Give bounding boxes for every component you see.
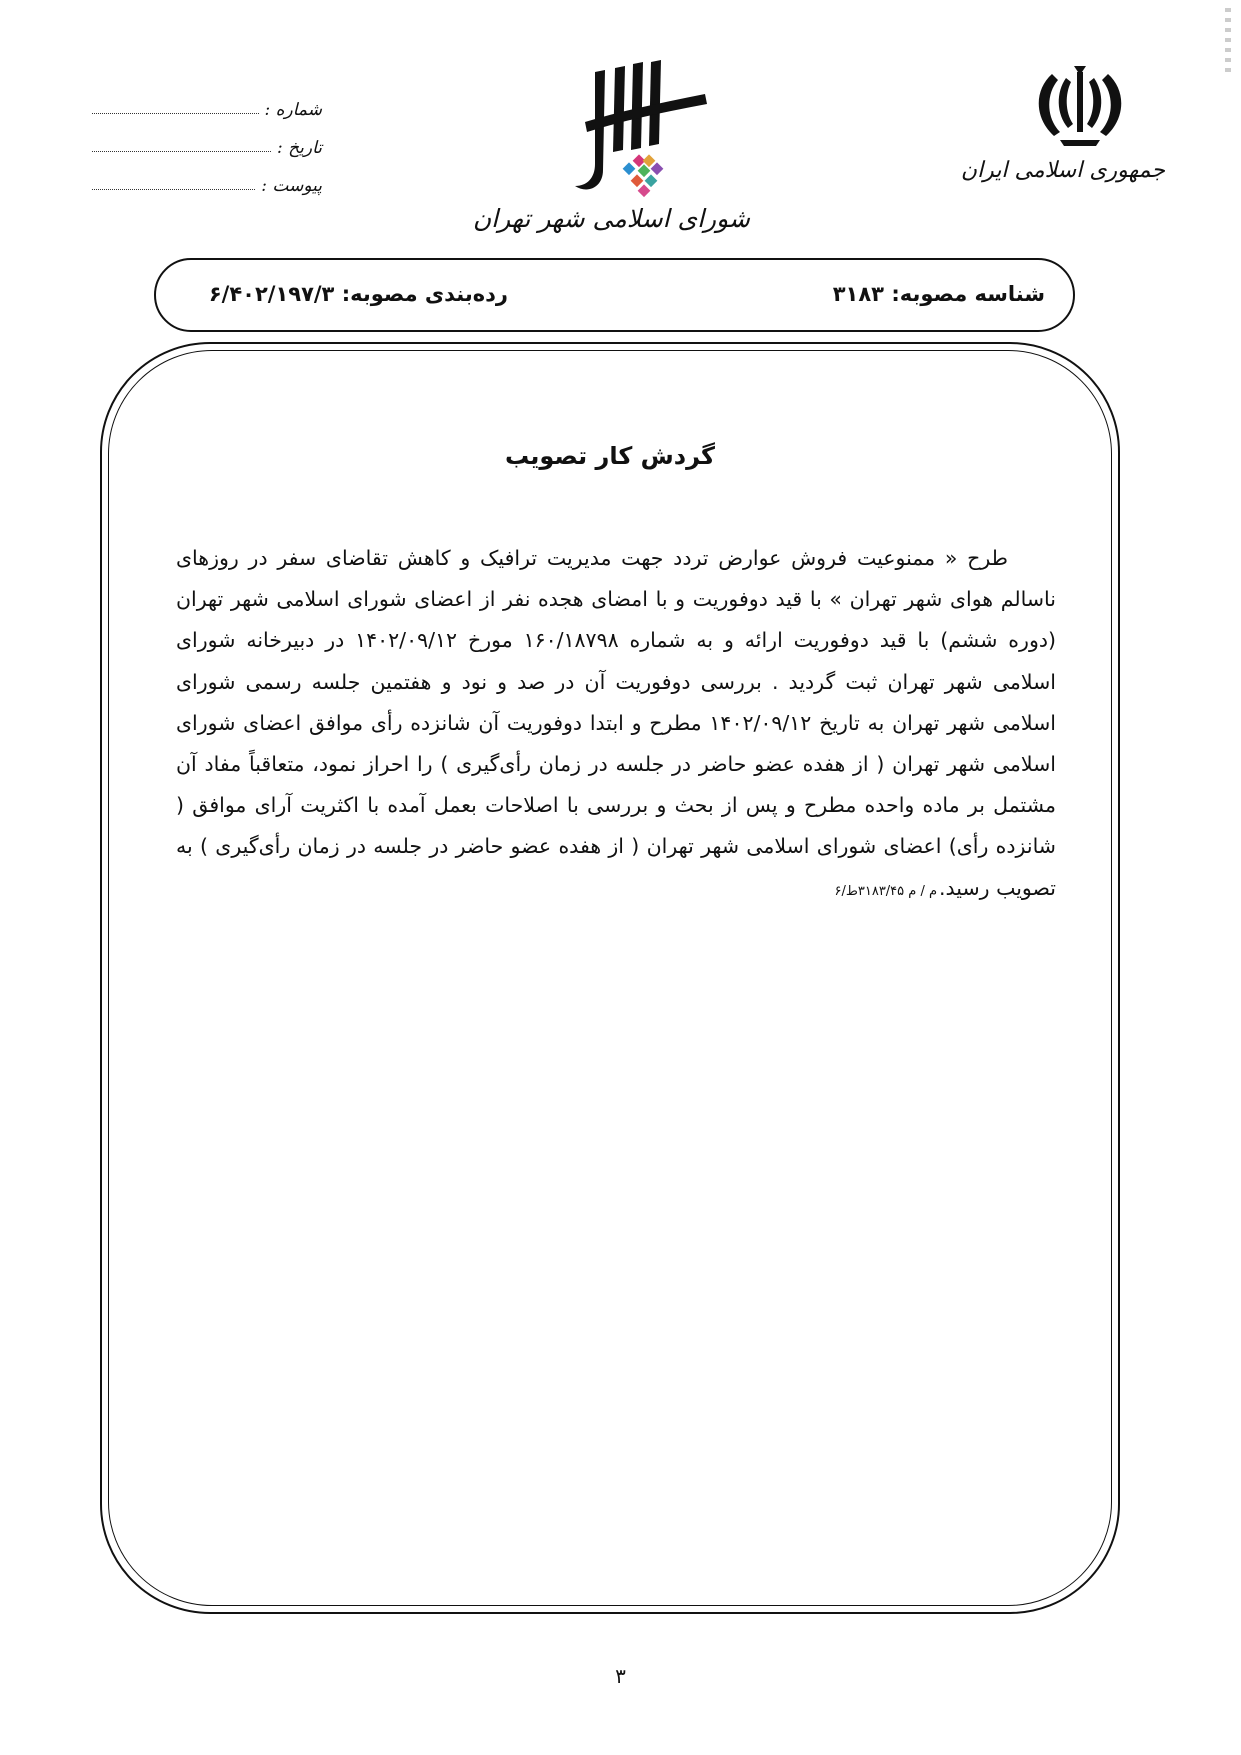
iran-emblem bbox=[960, 62, 1165, 183]
attachment-label: پیوست : bbox=[261, 176, 322, 196]
council-caption: شورای اسلامی شهر تهران bbox=[472, 204, 750, 233]
number-line bbox=[92, 112, 259, 114]
resolution-id bbox=[833, 282, 1045, 306]
attachment-line bbox=[92, 188, 255, 190]
page-number: ۳ bbox=[615, 1664, 626, 1688]
scan-edge-mark bbox=[1225, 8, 1231, 78]
resolution-id-value: ۳۱۸۳ bbox=[832, 282, 884, 306]
classification-label: رده‌بندی مصوبه: bbox=[341, 282, 508, 306]
resolution-classification bbox=[209, 282, 508, 306]
number-label: شماره : bbox=[264, 100, 322, 120]
resolution-info-banner bbox=[154, 258, 1075, 332]
body-paragraph-text: طرح « ممنوعیت فروش عوارض تردد جهت مدیریت ترافیک و کاهش تقاضای سفر در روزهای ناسالم هوای شهر تهران » با قید دوفوریت و با امضای هجده نفر از اعضای شورای اسلامی شهر تهران (دوره ششم) با قید دوفوریت ارائه و به شماره ۱۶۰/۱۸۷۹۸ مورخ ۱۴۰۲/۰۹/۱۲ در دبیرخانه شورای اسلامی شهر تهران ثبت گردید . بررسی دوفوریت آن در صد و نود و هفتمین جلسه رسمی شورای اسلامی شهر تهران به تاریخ ۱۴۰۲/۰۹/۱۲ مطرح و ابتدا دوفوریت آن شانزده رأی موافق اعضای شورای اسلامی شهر تهران ( از هفده عضو حاضر در جلسه در زمان رأی‌گیری ) را احراز نمود، متعاقباً مفاد آن مشتمل بر ماده واحده مطرح و پس از بحث و بررسی با اصلاحات بعمل آمده با اکثریت آرای موافق ( شانزده رأی) اعضای شورای اسلامی شهر تهران ( از هفده عضو حاضر در جلسه در زمان رأی‌گیری ) به تصویب رسید. bbox=[176, 546, 1056, 900]
resolution-id-label: شناسه مصوبه: bbox=[891, 282, 1045, 306]
classification-value: ۶/۴۰۲/۱۹۷/۳ bbox=[208, 282, 335, 306]
council-emblem bbox=[472, 52, 750, 233]
date-label: تاریخ : bbox=[277, 138, 322, 158]
content-frame bbox=[100, 342, 1120, 1614]
letter-meta-fields bbox=[92, 82, 322, 196]
number-field bbox=[92, 82, 322, 120]
reference-code: م / م ۳۱۸۳/۴۵ط/۶ bbox=[834, 883, 938, 899]
council-logo-icon bbox=[565, 52, 715, 200]
page-title: گردش کار تصویب bbox=[505, 442, 715, 470]
date-line bbox=[92, 150, 271, 152]
approval-workflow-text bbox=[176, 538, 1056, 912]
body-paragraph bbox=[176, 538, 1056, 912]
iran-emblem-caption: جمهوری اسلامی ایران bbox=[960, 158, 1165, 183]
date-field bbox=[92, 120, 322, 158]
attachment-field bbox=[92, 158, 322, 196]
iran-emblem-icon bbox=[1030, 62, 1130, 148]
